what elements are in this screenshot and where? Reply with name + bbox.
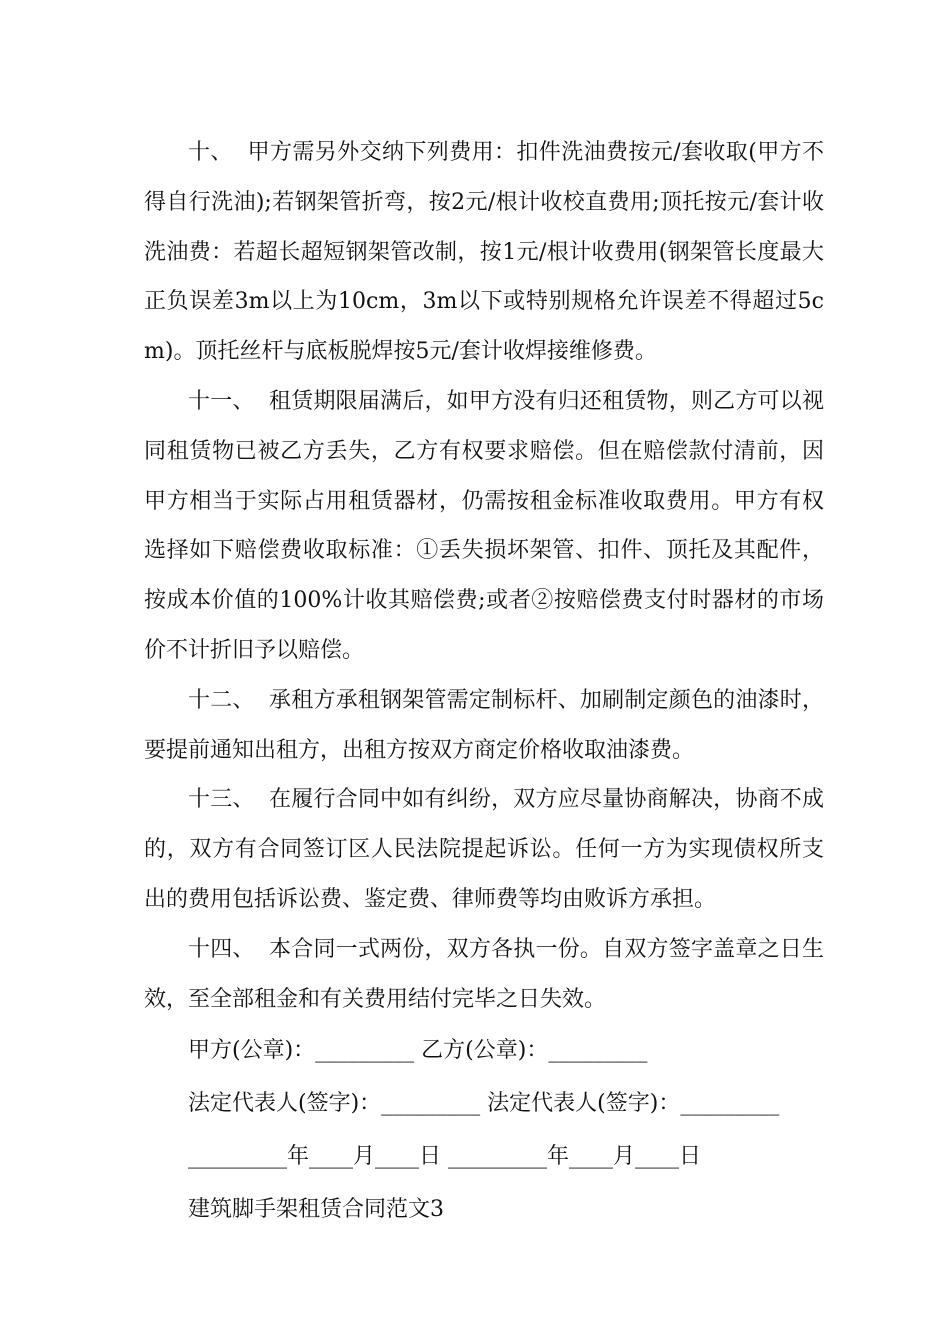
party-seal-line: 甲方(公章)：_________ 乙方(公章)：_________ xyxy=(188,1038,648,1064)
representative-signature-line: 法定代表人(签字)：_________ 法定代表人(签字)：_________ xyxy=(188,1091,780,1117)
clause-text: 承租方承租钢架管需定制标杆、加刷制定颜色的油漆时，要提前通知出租方，出租方按双方商定价格收取油漆费。 xyxy=(144,687,824,763)
clause-number: 十三、 xyxy=(188,787,255,813)
document-body xyxy=(144,128,824,1236)
clause-14 xyxy=(144,925,824,1025)
next-section-title: 建筑脚手架租赁合同范文3 xyxy=(188,1197,444,1223)
clause-number: 十二、 xyxy=(188,687,255,713)
clause-number: 十四、 xyxy=(188,936,255,962)
clause-13 xyxy=(144,775,824,924)
clause-text: 在履行合同中如有纠纷，双方应尽量协商解决，协商不成的，双方有合同签订区人民法院提起诉讼。任何一方为实现债权所支出的费用包括诉讼费、鉴定费、律师费等均由败诉方承担。 xyxy=(144,787,824,912)
clause-text: 本合同一式两份，双方各执一份。自双方签字盖章之日生效，至全部租金和有关费用结付完毕之日失效。 xyxy=(144,936,824,1012)
clause-10 xyxy=(144,128,824,377)
clause-12 xyxy=(144,676,824,776)
clause-11 xyxy=(144,377,824,676)
clause-text: 租赁期限届满后，如甲方没有归还租赁物，则乙方可以视同租赁物已被乙方丢失，乙方有权要求赔偿。但在赔偿款付清前，因甲方相当于实际占用租赁器材，仍需按租金标准收取费用。甲方有权选择如下赔偿费收取标准：①丢失损坏架管、扣件、顶托及其配件，按成本价值的100%计收其赔偿费;或者②按赔偿费支付时器材的市场价不计折旧予以赔偿。 xyxy=(144,388,824,663)
clause-number: 十、 xyxy=(188,140,233,165)
clause-text: 甲方需另外交纳下列费用：扣件洗油费按元/套收取(甲方不得自行洗油);若钢架管折弯，按2元/根计收校直费用;顶托按元/套计收洗油费：若超长超短钢架管改制，按1元/根计收费用(钢架管长度最大正负误差3m以上为10cm，3m以下或特别规格允许误差不得超过5cm)。顶托丝杆与底板脱焊按5元/套计收焊接维修费。 xyxy=(144,140,824,365)
date-line: _________年____月____日 _________年____月____日 xyxy=(188,1144,701,1170)
clause-number: 十一、 xyxy=(188,388,255,414)
